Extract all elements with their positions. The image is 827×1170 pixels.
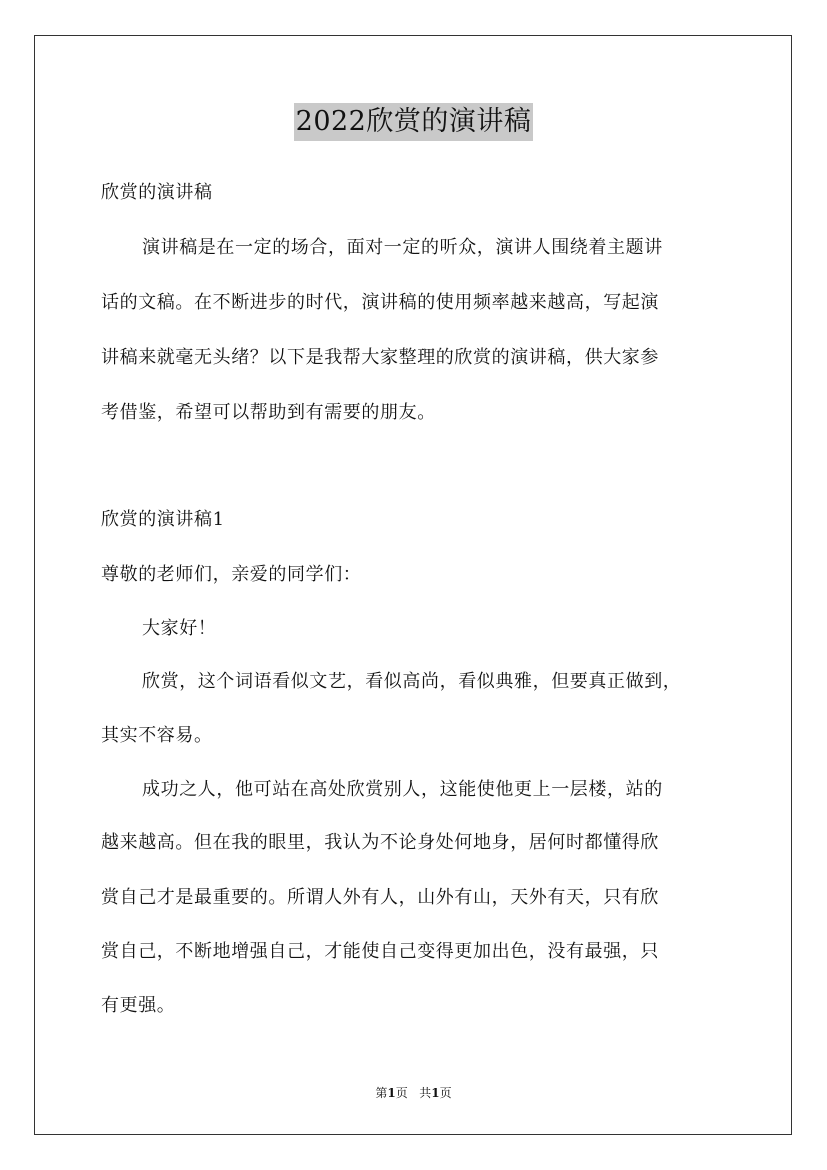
current-page-number: 1 bbox=[387, 1086, 396, 1100]
intro-line-4: 考借鉴，希望可以帮助到有需要的朋友。 bbox=[101, 402, 436, 423]
intro-line-3: 讲稿来就毫无头绪？以下是我帮大家整理的欣赏的演讲稿，供大家参 bbox=[101, 347, 659, 368]
page-label-prefix: 第 bbox=[375, 1086, 388, 1100]
para2-line-4: 赏自己，不断地增强自己，才能使自己变得更加出色，没有最强，只 bbox=[101, 941, 659, 962]
salutation: 尊敬的老师们，亲爱的同学们： bbox=[101, 564, 362, 585]
para2-line-3: 赏自己才是最重要的。所谓人外有人，山外有山，天外有天，只有欣 bbox=[101, 887, 659, 908]
greeting: 大家好！ bbox=[142, 618, 217, 639]
para2-line-1: 成功之人，他可站在高处欣赏别人，这能使他更上一层楼，站的 bbox=[142, 779, 663, 800]
intro-line-1: 演讲稿是在一定的场合，面对一定的听众，演讲人围绕着主题讲 bbox=[142, 237, 663, 258]
para2-line-2: 越来越高。但在我的眼里，我认为不论身处何地身，居何时都懂得欣 bbox=[101, 832, 659, 853]
page-footer bbox=[0, 1085, 827, 1101]
section-heading: 欣赏的演讲稿1 bbox=[101, 509, 225, 530]
subtitle: 欣赏的演讲稿 bbox=[101, 182, 213, 203]
total-pages-number: 1 bbox=[431, 1086, 440, 1100]
title-container bbox=[0, 103, 827, 141]
total-label-prefix: 共 bbox=[419, 1086, 432, 1100]
total-label-suffix: 页 bbox=[439, 1086, 452, 1100]
page-label-suffix: 页 bbox=[395, 1086, 408, 1100]
para1-line-2: 其实不容易。 bbox=[101, 725, 213, 746]
para2-line-5: 有更强。 bbox=[101, 995, 176, 1016]
para1-line-1: 欣赏，这个词语看似文艺，看似高尚，看似典雅，但要真正做到， bbox=[142, 671, 682, 692]
intro-line-2: 话的文稿。在不断进步的时代，演讲稿的使用频率越来越高，写起演 bbox=[101, 292, 659, 313]
document-title: 2022欣赏的演讲稿 bbox=[294, 103, 534, 141]
